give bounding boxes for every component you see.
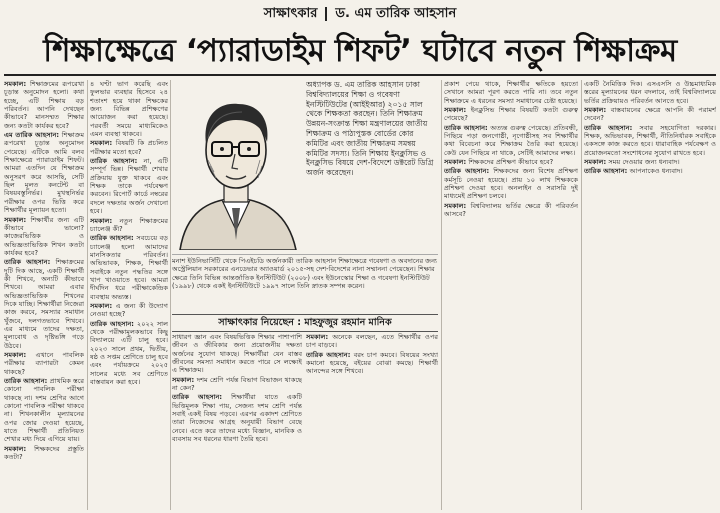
paragraph	[444, 80, 578, 105]
paragraph-text: একটি নৈমিত্তিক দিক। এসএসসি ও উচ্চমাধ্যমিক স্তরের মূল্যায়নের ধরন বদলাবে, তাই বিশ্ববিদ্যালয়ে ভর্তির প্রক্রিয়ায়ও পরিবর্তন আনতে হবে।	[584, 80, 716, 105]
portrait-illustration	[172, 80, 302, 250]
paragraph-text: শিক্ষার্থীর জন্য এটি কীভাবে ভালো? কাজেরভিত্তিক ও অভিজ্ঞতাভিত্তিক শিখন কতটা কার্যকর হবে?	[4, 215, 84, 257]
paragraph	[444, 124, 578, 157]
paragraph	[4, 351, 84, 376]
paragraph	[90, 139, 168, 156]
paragraph	[584, 80, 716, 105]
speaker-label: সমকাল:	[444, 201, 471, 210]
speaker-label: তারিক আহসান:	[306, 350, 354, 359]
paragraph-text: নতুন শিক্ষাক্রমের চ্যালেঞ্জ কী?	[90, 216, 168, 233]
speaker-label: তারিক আহসান:	[172, 393, 232, 402]
speaker-label: সমকাল:	[306, 333, 333, 341]
paragraph-text: ৪ ঘণ্টা ভাগ করেছি এবং ফুলভার ব্যবহার হিসেবে ২৪ শতাংশ হয়ে থাকা শিক্ষকের জন্য বিভিন্ন প্রশিক্ষণের আয়োজন করা হয়েছে। পরবর্তী সময়ে মাধ্যমিকেও এমন ব্যবস্থা থাকবে।	[90, 80, 168, 139]
paragraph-text: বাস্তবায়নের ক্ষেত্রে আপনি কী পরামর্শ দেবেন?	[584, 106, 716, 123]
speaker-label: সমকাল:	[4, 80, 30, 88]
speaker-label: সমকাল:	[90, 301, 116, 310]
paragraph	[444, 202, 578, 219]
paragraph-text: শিক্ষার্থীরা যাতে একটি ভিত্তিমূলক শিক্ষা পায়, সেজন্য দশম শ্রেণি পর্যন্ত সবাই একই বিষয় পড়বে। এরপর একাদশ শ্রেণিতে তারা নিজেদের আগ্রহ অনুযায়ী বিভাগ বেছে নেবে। এতে করে তাদের মধ্যে বিজ্ঞান, মানবিক ও ব্যবসায় সব ধরনের ধারণা তৈরি হবে।	[172, 393, 302, 444]
speaker-label: সমকাল:	[584, 158, 609, 167]
article-column-2	[90, 80, 168, 510]
speaker-label: সমকাল:	[584, 106, 611, 115]
paragraph	[584, 124, 716, 157]
paragraph	[90, 302, 168, 319]
caption-text: মনাশ ইউনিভার্সিটি থেকে পিএইচডি অর্জনকারী তারিক আহসান শিক্ষাক্ষেত্রে গবেষণা ও অবদানের জন্য অস্ট্রেলিয়ান সরকারের এনডেভার অ্যাওয়ার্ড ২০১৫-সহ দেশ-বিদেশের নানা সম্মাননা পেয়েছেন। শিক্ষার ক্ষেত্রে তিনি বিভিন্ন আন্তর্জাতিক ইনস্টিটিউট (২০০৮) এবং ইউনেস্কোর শিক্ষা ও গবেষণা ইনস্টিটিউট (১৯৯৮) থেকে একই ইনস্টিটিউটে ১৯৯৭ সালে তিনি স্নাতক সম্পন্ন করেন।	[172, 257, 437, 291]
paragraph-text: আপনাকেও ধন্যবাদ।	[629, 167, 683, 176]
speaker-label: সমকাল:	[172, 375, 197, 384]
paragraph-text: অনেকে বলছেন, এতে শিক্ষার্থীর ওপর চাপ বাড়বে।	[306, 333, 438, 350]
speaker-label: সমকাল:	[90, 139, 116, 148]
paragraph-text: প্রাথমিক স্তরে কোনো পাবলিক পরীক্ষা থাকছে না। দশম শ্রেণির আগে কোনো পাবলিক পরীক্ষা থাকবে না। শিখনকালীন মূল্যায়নের ওপর জোর দেওয়া হয়েছে, যাতে শিক্ষার্থী প্রতিনিয়ত শেখার মধ্য দিয়ে এগিয়ে যায়।	[4, 377, 84, 444]
speaker-label: তারিক আহসান:	[444, 167, 494, 176]
column-divider	[87, 80, 88, 510]
paragraph	[90, 157, 168, 215]
paragraph-text: শিক্ষকদের প্রস্তুতি কতটা?	[4, 444, 84, 462]
section-kicker: সাক্ষাৎকার	[263, 5, 318, 21]
paragraph	[444, 167, 578, 200]
paragraph	[444, 158, 578, 166]
paragraph	[306, 351, 438, 376]
article-column-6	[584, 80, 716, 510]
portrait-sketch	[172, 80, 302, 250]
paragraph	[584, 158, 716, 166]
paragraph	[4, 258, 84, 350]
speaker-label: সমকাল:	[90, 216, 120, 225]
paragraph-text: এখানে পাবলিক পরীক্ষার ব্যাপারটা কেমন থাকছে?	[4, 351, 84, 376]
speaker-label: তারিক আহসান:	[584, 167, 630, 176]
interviewer-credit: সাক্ষাৎকার নিয়েছেন : মাহফুজুর রহমান মানিক	[172, 314, 438, 332]
paragraph	[90, 80, 168, 138]
paragraph-text: অত্যন্ত গুরুত্ব পেয়েছে। প্রতিবন্ধী, পিছিয়ে পড়া জনগোষ্ঠী, নৃগোষ্ঠীসহ সব শিক্ষার্থীর কথা বিবেচনা করে শিক্ষাক্রম তৈরি করা হয়েছে। কেউ যেন পিছিয়ে না থাকে, সেটিই আমাদের লক্ষ্য।	[444, 123, 578, 157]
paragraph	[4, 131, 84, 214]
paragraph	[172, 376, 302, 393]
paragraph-text: সাধারণ জ্ঞান এবং বিষয়ভিত্তিক শিক্ষার পাশাপাশি জীবন ও জীবিকার জন্য প্রয়োজনীয় দক্ষতা অর্জনের সুযোগ থাকছে। শিক্ষার্থীরা যেন বাস্তব জীবনের সমস্যা সমাধান করতে পারে সে লক্ষ্যেই এ শিক্ষাক্রম।	[172, 333, 302, 375]
paragraph-text: ২০২২ সাল থেকে পরীক্ষামূলকভাবে কিছু বিদ্যালয়ে এটি চালু হবে। ২০২৩ সালে প্রথম, দ্বিতীয়, ষষ্ঠ ও সপ্তম শ্রেণিতে চালু হবে এবং পর্যায়ক্রমে ২০২৫ সালের মধ্যে সব শ্রেণিতে বাস্তবায়ন করা হবে।	[90, 319, 168, 387]
paragraph	[90, 234, 168, 301]
paragraph-text: প্রকাশ পেয়ে থাকে, শিক্ষার্থীর ক্ষতিকে হয়তো সেখানে আমরা পূরণ করতে পারি না। তবে নতুন শিক্ষাক্রমে এ ধরনের সমস্যা সমাধানের চেষ্টা হয়েছে।	[444, 80, 578, 105]
article-body	[4, 80, 716, 510]
paragraph-text: এ জন্য কী উদ্যোগ নেওয়া হচ্ছে?	[90, 301, 168, 319]
paragraph-text: বরং চাপ কমবে। বিষয়ের সংখ্যা কমানো হয়েছে, বইয়ের বোঝা কমছে। শিক্ষার্থী আনন্দের সঙ্গে শিখবে।	[306, 350, 438, 376]
headline-rule	[4, 74, 716, 76]
paragraph-text: শিক্ষকদের জন্য বিশেষ প্রশিক্ষণ কর্মসূচি নেওয়া হয়েছে। প্রায় ১০ লাখ শিক্ষককে প্রশিক্ষণ দেওয়া হবে। অনলাইন ও সরাসরি দুই মাধ্যমেই প্রশিক্ষণ চলবে।	[444, 167, 578, 201]
speaker-label: তারিক আহসান:	[90, 234, 137, 243]
speaker-label: তারিক আহসান:	[4, 258, 56, 267]
article-column-5	[444, 80, 578, 510]
paragraph-text: শিক্ষকদের প্রশিক্ষণ কীভাবে হবে?	[468, 158, 554, 167]
paragraph	[584, 106, 716, 123]
speaker-label: তারিক আহসান:	[90, 157, 144, 166]
paragraph	[584, 167, 716, 175]
headline: শিক্ষাক্ষেত্রে ‘প্যারাডাইম শিফট’ ঘটাবে নতুন শিক্ষাক্রম	[43, 33, 677, 69]
paragraph-text: ইনক্লুসিভ শিক্ষার বিষয়টি কতটা গুরুত্ব পেয়েছে?	[444, 106, 578, 123]
paragraph	[90, 217, 168, 234]
paragraph-text: শিক্ষাক্রম রূপরেখা চূড়ান্ত অনুমোদন পেয়েছে। এটিকে আমি বলব শিক্ষাক্ষেত্রে প্যারাডাইম শিফট। আমরা এতদিন যে শিক্ষাক্রম অনুসরণ করে আসছি, সেটি ছিল মূলত কনটেন্ট বা বিষয়বস্তুনির্ভর। মুখস্থনির্ভর পরীক্ষার ওপর ভিত্তি করে শিক্ষার্থীর মূল্যায়ন হতো।	[4, 131, 84, 215]
speaker-label: সমকাল:	[4, 351, 36, 359]
speaker-label: সমকাল:	[4, 215, 31, 224]
author-byline: ড. এম তারিক আহসান	[335, 5, 457, 21]
speaker-label: সমকাল:	[444, 158, 469, 167]
paragraph	[444, 106, 578, 123]
paragraph-text: বিশ্ববিদ্যালয় ভর্তির ক্ষেত্রে কী পরিবর্তন আসবে?	[444, 201, 578, 219]
speaker-label: তারিক আহসান:	[4, 377, 50, 386]
header-line	[0, 0, 720, 28]
intro-text: অধ্যাপক ড. এম তারিক আহসান ঢাকা বিশ্ববিদ্যালয়ের শিক্ষা ও গবেষণা ইনস্টিটিউটের (আইইআর) ২০১৫ সাল থেকে শিক্ষকতা করছেন। তিনি শিক্ষাক্রম উন্নয়ন-সংক্রান্ত শিক্ষা মন্ত্রণালয়ের জাতীয় শিক্ষাক্রম ও পাঠ্যপুস্তক বোর্ডের কোর কমিটির এবং জাতীয় শিক্ষাক্রম সমন্বয় কমিটির সদস্য। তিনি শিক্ষায় ইনক্লুসিভ ও ইনক্লুসিভ বিষয়ে দেশ-বিদেশে ডক্টরেট ডিগ্রি অর্জন করেছেন।	[306, 80, 434, 178]
paragraph	[4, 445, 84, 462]
speaker-label: এম তারিক আহসান:	[4, 131, 62, 140]
paragraph-text: শিক্ষাক্রমের দুটি দিক আছে, একটি শিক্ষার্থী কী শিখবে, অন্যটি কীভাবে শিখবে। আমরা এবার অভিজ্ঞতাভিত্তিক শিখনের দিকে যাচ্ছি। শিক্ষার্থীরা নিজেরা কাজ করবে, সমস্যার সমাধান খুঁজবে, দলগতভাবে শিখবে। এর মাধ্যমে তাদের দক্ষতা, মূল্যবোধ ও দৃষ্টিভঙ্গি গড়ে উঠবে।	[4, 258, 84, 350]
paragraph-text: দশম শ্রেণি পর্যন্ত বিভাগ বিভাজন থাকছে না কেন?	[172, 375, 302, 393]
paragraph-text: সময় দেওয়ার জন্য ধন্যবাদ।	[608, 158, 680, 167]
speaker-label: সমকাল:	[4, 444, 35, 453]
column-divider	[170, 80, 171, 510]
author-intro	[306, 80, 438, 250]
column-divider	[581, 80, 582, 510]
paragraph	[4, 80, 84, 130]
speaker-label: তারিক আহসান:	[444, 123, 491, 132]
paragraph-text: সবার সহযোগিতা দরকার। শিক্ষক, অভিভাবক, শিক্ষার্থী, নীতিনির্ধারক সবাইকে একসঙ্গে কাজ করতে হবে। ধারাবাহিক পর্যবেক্ষণ ও প্রয়োজনমতো সংশোধনের সুযোগ রাখতে হবে।	[584, 123, 716, 157]
paragraph	[172, 393, 302, 443]
column-divider	[441, 80, 442, 510]
author-bio-caption	[172, 254, 438, 315]
speaker-label: তারিক আহসান:	[90, 319, 137, 328]
article-column-3	[172, 333, 302, 510]
speaker-label: তারিক আহসান:	[584, 123, 640, 132]
paragraph	[4, 377, 84, 444]
speaker-label: সমকাল:	[444, 106, 471, 115]
article-column-4	[306, 333, 438, 510]
paragraph	[172, 333, 302, 375]
article-column-1	[4, 80, 84, 510]
paragraph-text: বিষয়টি কি প্রচলিত পরীক্ষার মতো হবে?	[90, 139, 168, 156]
paragraph-text: না, এটি সম্পূর্ণ ভিন্ন। শিক্ষার্থী শেখার প্রক্রিয়ায় যুক্ত থাকবে এবং শিক্ষক তাকে পর্যবেক্ষণ করবেন। রিপোর্ট কার্ডে নম্বরের বদলে দক্ষতার অর্জন দেখানো হবে।	[90, 157, 168, 216]
paragraph	[306, 333, 438, 350]
paragraph-text: শিক্ষাক্রমের রূপরেখা চূড়ান্ত অনুমোদন হলো। কথা হচ্ছে, এটি শিক্ষায় বড় পরিবর্তন। আপনি দেখছেন কীভাবে? মানসম্মত শিক্ষার জন্য কতটা কার্যকর হবে?	[4, 80, 84, 130]
divider	[325, 7, 327, 21]
paragraph	[4, 216, 84, 258]
paragraph	[90, 320, 168, 387]
paragraph-text: সবচেয়ে বড় চ্যালেঞ্জ হলো আমাদের মানসিকতার পরিবর্তন। অভিভাবক, শিক্ষক, শিক্ষার্থী সবাইকে নতুন পদ্ধতির সঙ্গে খাপ খাওয়াতে হবে। আমরা দীর্ঘদিন ধরে পরীক্ষাকেন্দ্রিক ব্যবস্থায় অভ্যস্ত।	[90, 234, 168, 301]
